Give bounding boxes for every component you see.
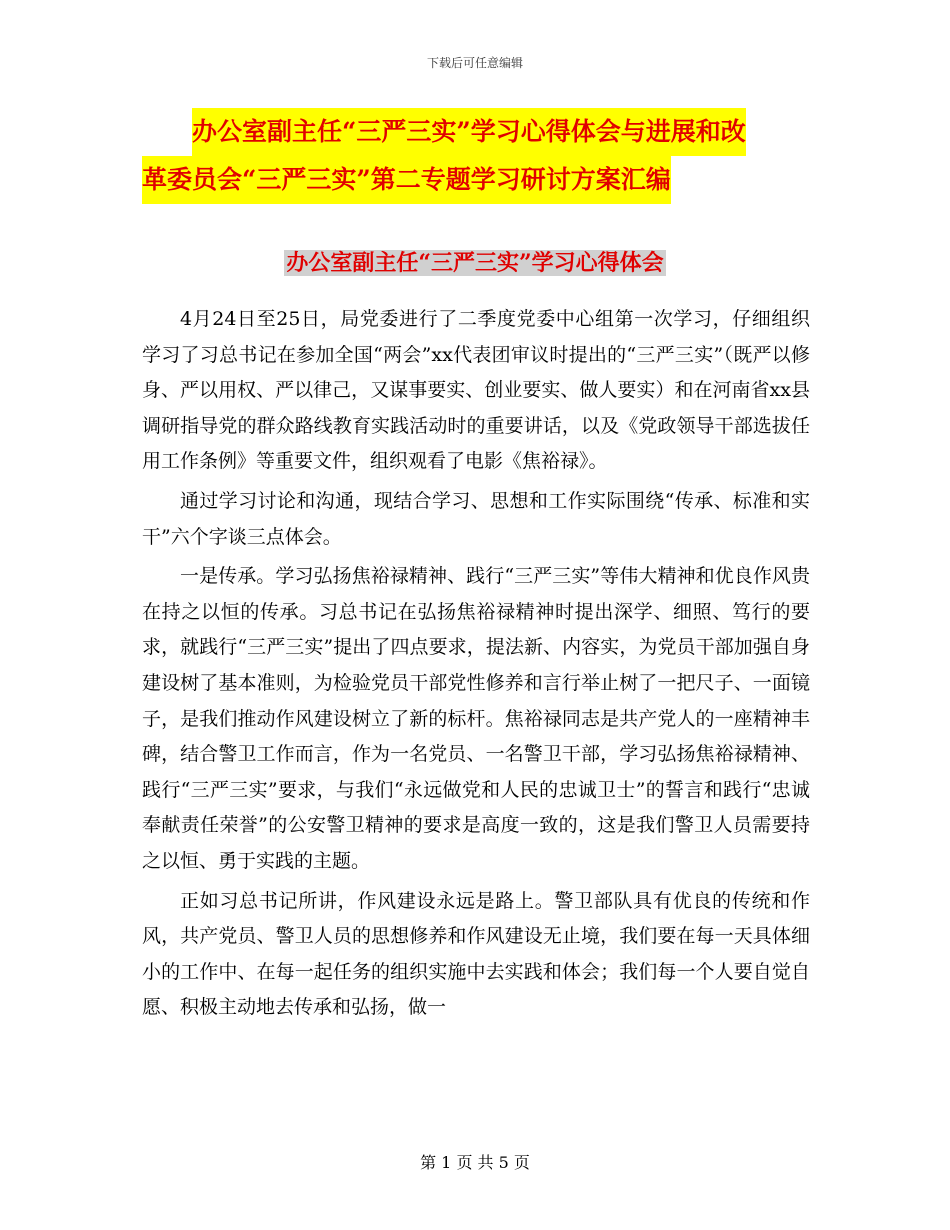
paragraph: 正如习总书记所讲，作风建设永远是路上。警卫部队具有优良的传统和作风，共产党员、警卫人员的思想修养和作风建设无止境，我们要在每一天具体细小的工作中、在每一起任务的组织实施中去实践和体会；我们每一个人要自觉自愿、积极主动地去传承和弘扬，做一 bbox=[142, 889, 810, 1019]
section-title bbox=[0, 246, 950, 277]
paragraph: 一是传承。学习弘扬焦裕禄精神、践行“三严三实”等伟大精神和优良作风贵在持之以恒的传承。习总书记在弘扬焦裕禄精神时提出深学、细照、笃行的要求，就践行“三严三实”提出了四点要求，提法新、内容实，为党员干部加强自身建设树了基本准则，为检验党员干部党性修养和言行举止树了一把尺子、一面镜子，是我们推动作风建设树立了新的标杆。焦裕禄同志是共产党人的一座精神丰碑，结合警卫工作而言，作为一名党员、一名警卫干部，学习弘扬焦裕禄精神、践行“三严三实”要求，与我们“永远做党和人民的忠诚卫士”的誓言和践行“忠诚奉献责任荣誉”的公安警卫精神的要求是高度一致的，这是我们警卫人员需要持之以恒、勇于实践的主题。 bbox=[142, 565, 810, 872]
header-note: 下载后可任意编辑 bbox=[426, 56, 523, 70]
main-title-line-1: 办公室副主任“三严三实”学习心得体会与进展和改 bbox=[192, 108, 746, 156]
main-title-line-2: 革委员会“三严三实”第二专题学习研讨方案汇编 bbox=[142, 156, 671, 204]
main-title bbox=[142, 108, 822, 204]
body-text bbox=[142, 302, 810, 1030]
paragraph: 通过学习讨论和沟通，现结合学习、思想和工作实际围绕“传承、标准和实干”六个字谈三点体会。 bbox=[142, 489, 810, 548]
paragraph: 4月24日至25日，局党委进行了二季度党委中心组第一次学习，仔细组织学习了习总书记在参加全国“两会”xx代表团审议时提出的“三严三实”（既严以修身、严以用权、严以律己，又谋事要实、创业要实、做人要实）和在河南省xx县调研指导党的群众路线教育实践活动时的重要讲话，以及《党政领导干部选拔任用工作条例》等重要文件，组织观看了电影《焦裕禄》。 bbox=[142, 308, 810, 473]
section-title-text: 办公室副主任“三严三实”学习心得体会 bbox=[286, 250, 664, 276]
page-footer: 第 1 页 共 5 页 bbox=[420, 1153, 530, 1172]
